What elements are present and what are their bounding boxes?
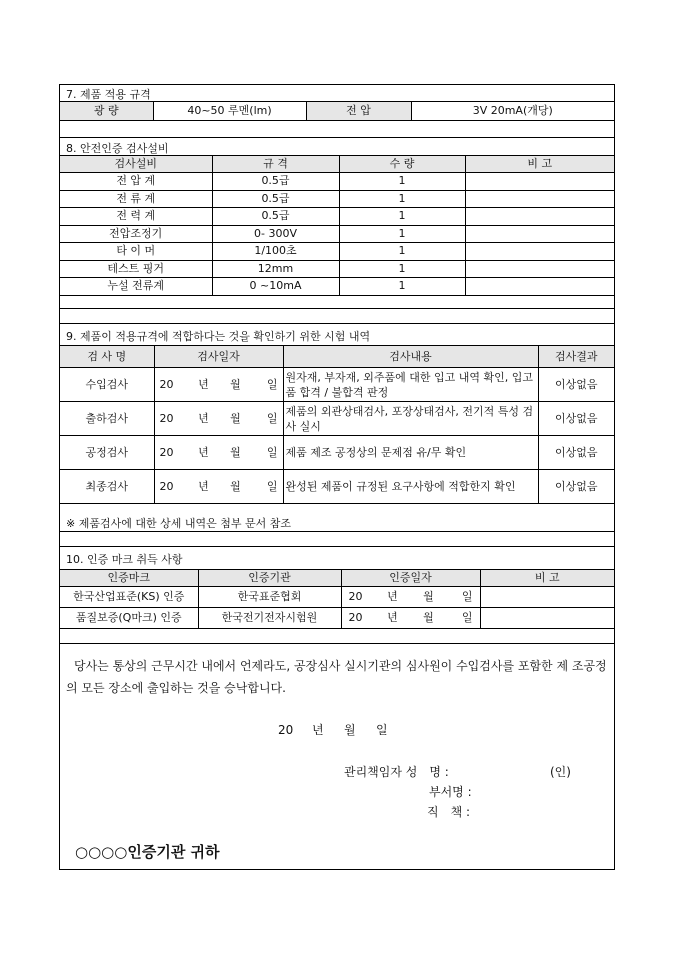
manager-name-label: 관리책임자 성 명 : <box>344 765 449 779</box>
inspection-date: 20 년 월 일 <box>154 402 283 436</box>
equip-qty: 1 <box>339 208 465 226</box>
equip-spec: 12mm <box>212 260 339 278</box>
equip-name: 전 력 계 <box>60 208 212 226</box>
table-row <box>60 436 614 470</box>
voltage-value: 3V 20mA(개당) <box>411 102 614 121</box>
cert-remark <box>480 608 614 629</box>
section10-title: 10. 인증 마크 취득 사항 <box>66 553 183 566</box>
table-row <box>60 243 614 261</box>
equip-remark <box>465 243 614 261</box>
inspection-result: 이상없음 <box>538 368 614 402</box>
cert-date-header: 인증일자 <box>341 570 480 587</box>
equip-name: 타 이 머 <box>60 243 212 261</box>
equip-name: 전압조정기 <box>60 225 212 243</box>
cert-remark-header: 비 고 <box>480 570 614 587</box>
equip-spec: 0.5급 <box>212 173 339 191</box>
equip-remark <box>465 278 614 296</box>
equip-qty: 1 <box>339 243 465 261</box>
consent-text: 당사는 통상의 근무시간 내에서 언제라도, 공장심사 실시기관의 심사원이 수입검사를 포함한 제 조공정의 모든 장소에 출입하는 것을 승낙합니다. <box>66 659 607 695</box>
equip-spec: 0 ~10mA <box>212 278 339 296</box>
equip-header: 검사설비 <box>60 156 212 173</box>
inspection-content: 제품 제조 공정상의 문제점 유/무 확인 <box>283 436 538 470</box>
equip-name: 누설 전류계 <box>60 278 212 296</box>
equip-qty: 1 <box>339 260 465 278</box>
remark-header: 비 고 <box>465 156 614 173</box>
section7-table <box>60 101 614 121</box>
department-label: 부서명 : <box>429 785 472 799</box>
table-row <box>60 470 614 504</box>
equip-spec: 0.5급 <box>212 208 339 226</box>
mark-header: 인증마크 <box>60 570 198 587</box>
inspection-name: 수입검사 <box>60 368 154 402</box>
seal-mark: (인) <box>550 765 571 779</box>
equip-name: 테스트 핑거 <box>60 260 212 278</box>
equip-remark <box>465 225 614 243</box>
inspection-note: ※ 제품검사에 대한 상세 내역은 첨부 문서 참조 <box>66 517 291 530</box>
recipient: ○○○○인증기관 귀하 <box>75 843 220 861</box>
inspection-content: 완성된 제품이 규정된 요구사항에 적합한지 확인 <box>283 470 538 504</box>
inspection-name: 공정검사 <box>60 436 154 470</box>
equip-remark <box>465 208 614 226</box>
inspection-content-header: 검사내용 <box>283 346 538 368</box>
table-row <box>60 190 614 208</box>
equip-spec: 0.5급 <box>212 190 339 208</box>
inspection-date: 20 년 월 일 <box>154 436 283 470</box>
qty-header: 수 량 <box>339 156 465 173</box>
inspection-date-header: 검사일자 <box>154 346 283 368</box>
spec-header: 규 격 <box>212 156 339 173</box>
section7-title: 7. 제품 적용 규격 <box>66 88 151 101</box>
light-label: 광 량 <box>60 102 153 121</box>
inspection-result: 이상없음 <box>538 470 614 504</box>
cert-date: 20 년 월 일 <box>341 587 480 608</box>
inspection-content: 제품의 외관상태검사, 포장상태검사, 전기적 특성 검사 실시 <box>283 402 538 436</box>
inspection-name: 최종검사 <box>60 470 154 504</box>
inspection-date: 20 년 월 일 <box>154 368 283 402</box>
cert-date: 20 년 월 일 <box>341 608 480 629</box>
inspection-result: 이상없음 <box>538 436 614 470</box>
application-form <box>59 84 615 870</box>
section8-title: 8. 안전인증 검사설비 <box>66 142 169 155</box>
cert-mark: 한국산업표준(KS) 인증 <box>60 587 198 608</box>
table-row <box>60 173 614 191</box>
table-row <box>60 278 614 296</box>
table-row <box>60 208 614 226</box>
table-row <box>60 368 614 402</box>
agency-header: 인증기관 <box>198 570 341 587</box>
cert-mark: 품질보증(Q마크) 인증 <box>60 608 198 629</box>
inspection-result-header: 검사결과 <box>538 346 614 368</box>
equip-qty: 1 <box>339 173 465 191</box>
table-row <box>60 260 614 278</box>
inspection-name-header: 검 사 명 <box>60 346 154 368</box>
cert-remark <box>480 587 614 608</box>
equip-spec: 0- 300V <box>212 225 339 243</box>
equip-qty: 1 <box>339 278 465 296</box>
inspection-result: 이상없음 <box>538 402 614 436</box>
inspection-content: 원자재, 부자재, 외주품에 대한 입고 내역 확인, 입고품 합격 / 불합격 판정 <box>283 368 538 402</box>
cert-agency: 한국표준협회 <box>198 587 341 608</box>
section9-title: 9. 제품이 적용규격에 적합하다는 것을 확인하기 위한 시험 내역 <box>66 330 371 343</box>
cert-agency: 한국전기전자시험원 <box>198 608 341 629</box>
equip-remark <box>465 173 614 191</box>
inspection-table <box>60 345 614 504</box>
equip-spec: 1/100초 <box>212 243 339 261</box>
table-row <box>60 402 614 436</box>
equip-qty: 1 <box>339 190 465 208</box>
light-value: 40~50 루멘(lm) <box>153 102 306 121</box>
equip-remark <box>465 260 614 278</box>
voltage-label: 전 압 <box>306 102 411 121</box>
inspection-name: 출하검사 <box>60 402 154 436</box>
table-row <box>60 608 614 629</box>
certification-table <box>60 569 614 629</box>
table-row <box>60 225 614 243</box>
consent-date: 20 년 월 일 <box>278 723 388 737</box>
equip-remark <box>465 190 614 208</box>
inspection-date: 20 년 월 일 <box>154 470 283 504</box>
table-row <box>60 587 614 608</box>
position-label: 직 책 : <box>427 805 471 819</box>
equip-name: 전 류 계 <box>60 190 212 208</box>
equip-name: 전 압 계 <box>60 173 212 191</box>
equip-qty: 1 <box>339 225 465 243</box>
equipment-table <box>60 155 614 296</box>
